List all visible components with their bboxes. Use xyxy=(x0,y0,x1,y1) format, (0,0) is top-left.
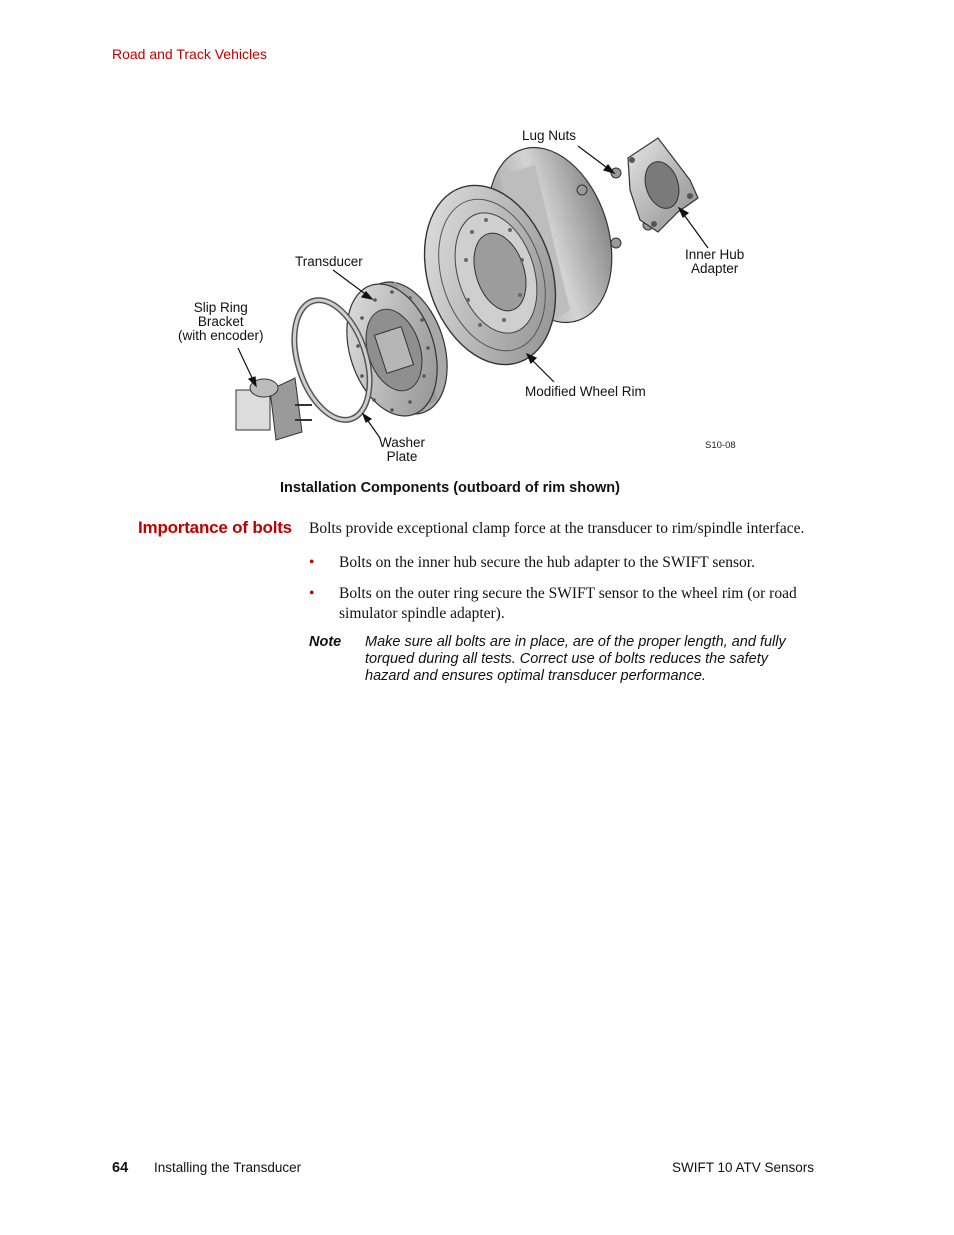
label-lug-nuts: Lug Nuts xyxy=(522,128,577,143)
figure-code: S10-08 xyxy=(705,440,736,451)
bullet-item xyxy=(309,584,809,624)
label-transducer: Transducer xyxy=(295,254,363,269)
section-heading: Importance of bolts xyxy=(138,518,292,537)
bullet-marker: • xyxy=(309,554,315,571)
bullet-text: Bolts on the inner hub secure the hub adapter to the SWIFT sensor. xyxy=(339,554,755,571)
footer-chapter-title: Installing the Transducer xyxy=(154,1160,302,1175)
label-modified-wheel-rim: Modified Wheel Rim xyxy=(525,384,646,399)
bullet-item xyxy=(309,553,809,573)
intro-paragraph: Bolts provide exceptional clamp force at the transducer to rim/spindle interface. xyxy=(309,520,805,537)
inner-hub-adapter-graphic xyxy=(628,138,698,232)
bullet-text: Bolts on the outer ring secure the SWIFT sensor to the wheel rim (or road simulator spindle adapter). xyxy=(339,585,797,622)
slip-ring-bracket-graphic xyxy=(236,378,312,440)
figure-caption: Installation Components (outboard of rim shown) xyxy=(280,480,620,496)
running-header: Road and Track Vehicles xyxy=(112,46,267,62)
exploded-assembly-illustration xyxy=(170,120,790,470)
label-washer-plate: Washer Plate xyxy=(379,435,426,464)
label-slip-ring-bracket: Slip Ring Bracket (with encoder) xyxy=(178,300,264,343)
note-label: Note xyxy=(309,634,342,650)
installation-components-figure xyxy=(170,120,790,470)
footer-product-name: SWIFT 10 ATV Sensors xyxy=(671,1160,814,1175)
note-text: Make sure all bolts are in place, are of the proper length, and fully torqued during all tests. Correct use of bolts reduces the safety hazard and ensures optimal transducer performance. xyxy=(365,634,786,684)
label-inner-hub-adapter: Inner Hub Adapter xyxy=(685,247,745,276)
bullet-marker: • xyxy=(309,585,315,602)
page-number: 64 xyxy=(112,1160,129,1176)
